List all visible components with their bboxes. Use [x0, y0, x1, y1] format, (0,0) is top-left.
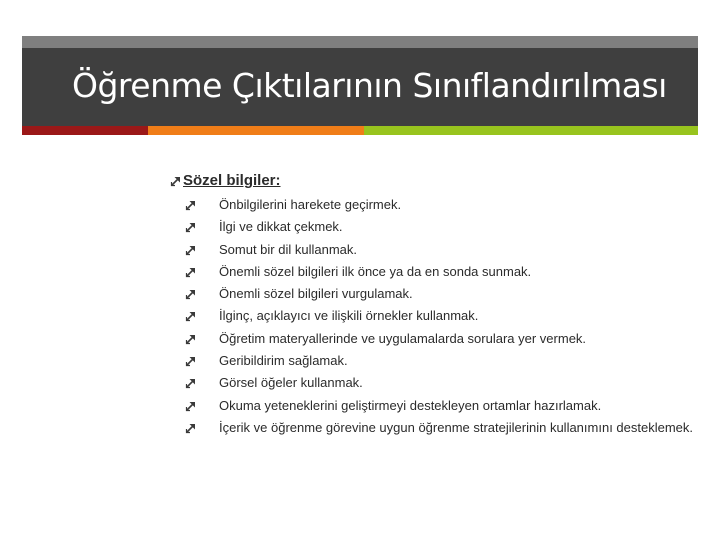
list-item-text: Okuma yeteneklerini geliştirmeyi destekleyen ortamlar hazırlamak.: [219, 397, 602, 413]
diagonal-arrow-icon: [185, 244, 197, 256]
list-item-text: İlgi ve dikkat çekmek.: [219, 219, 343, 235]
section-heading-row: [170, 172, 710, 194]
list-item: [185, 216, 705, 238]
list-item-text: Görsel öğeler kullanmak.: [219, 375, 363, 391]
list-item: [185, 194, 705, 216]
list-item-text: Önemli sözel bilgileri ilk önce ya da en sonda sunmak.: [219, 263, 532, 279]
list-item-text: Somut bir dil kullanmak.: [219, 241, 357, 257]
diagonal-arrow-icon: [185, 288, 197, 300]
diagonal-arrow-icon: [185, 422, 197, 434]
bullet-list: [185, 194, 705, 436]
accent-bar-green: [364, 126, 698, 135]
diagonal-arrow-icon: [185, 355, 197, 367]
accent-bar-red: [22, 126, 148, 135]
list-item-text: Önemli sözel bilgileri vurgulamak.: [219, 286, 413, 302]
list-item-text: İçerik ve öğrenme görevine uygun öğrenme stratejilerinin kullanımını desteklemek.: [219, 419, 694, 435]
list-item: [185, 261, 705, 283]
diagonal-arrow-icon: [185, 377, 197, 389]
diagonal-arrow-icon: [185, 266, 197, 278]
diagonal-arrow-icon: [185, 310, 197, 322]
section-heading: Sözel bilgiler:: [183, 172, 281, 189]
header-top-strip: [22, 36, 698, 48]
list-item-text: Önbilgilerini harekete geçirmek.: [219, 197, 402, 212]
list-item: [185, 372, 705, 394]
list-item: [185, 350, 705, 372]
list-item: [185, 239, 705, 261]
diagonal-arrow-icon: [185, 333, 197, 345]
list-item: [185, 417, 705, 436]
slide-content: [170, 172, 710, 435]
list-item: [185, 328, 705, 350]
diagonal-arrow-icon: [170, 175, 182, 187]
list-item: [185, 283, 705, 305]
list-item-text: Geribildirim sağlamak.: [219, 353, 348, 369]
title-bar: [22, 48, 698, 126]
list-item-text: Öğretim materyallerinde ve uygulamalarda sorulara yer vermek.: [219, 330, 587, 346]
slide-title: Öğrenme Çıktılarının Sınıflandırılması: [72, 66, 667, 105]
list-item: [185, 305, 705, 327]
accent-bar-orange: [148, 126, 364, 135]
diagonal-arrow-icon: [185, 199, 197, 211]
list-item-text: İlginç, açıklayıcı ve ilişkili örnekler kullanmak.: [219, 308, 479, 324]
diagonal-arrow-icon: [185, 221, 197, 233]
list-item: [185, 395, 705, 417]
diagonal-arrow-icon: [185, 400, 197, 412]
